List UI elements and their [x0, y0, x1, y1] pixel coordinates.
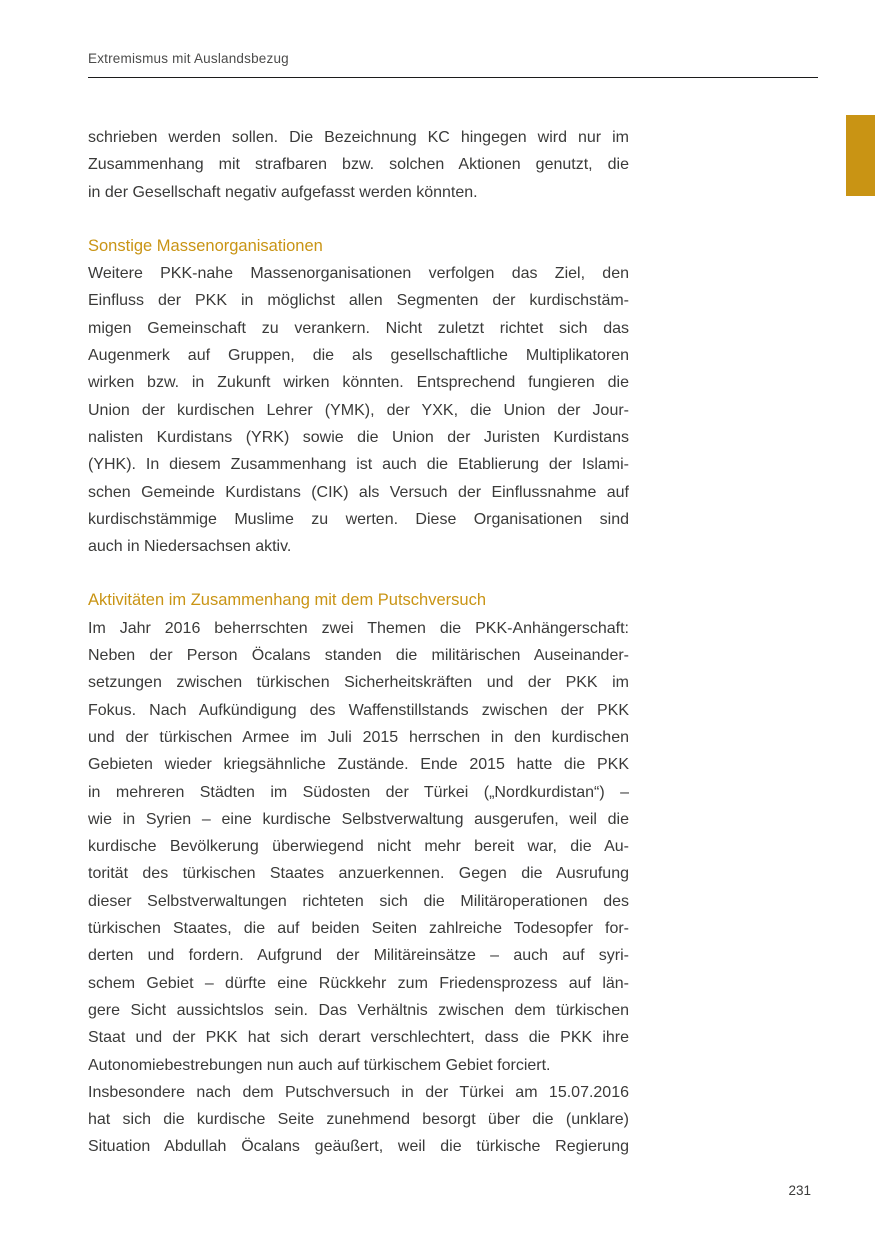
text-line: dieser Selbstverwaltungen richteten sich die Militäroperationen des: [88, 892, 629, 910]
chapter-edge-marker: [846, 115, 875, 196]
text-line: in der Gesellschaft negativ aufgefasst werden könnten.: [88, 183, 478, 201]
text-line: schrieben werden sollen. Die Bezeichnung KC hingegen wird nur im: [88, 129, 629, 146]
text-line: derten und fordern. Aufgrund der Militäreinsätze – auch auf syri-: [88, 947, 629, 965]
text-line: gere Sicht aussichtslos sein. Das Verhältnis zwischen dem türkischen: [88, 1001, 629, 1019]
section-heading-putschversuch: Aktivitäten im Zusammenhang mit dem Putschversuch: [88, 591, 486, 610]
text-line: torität des türkischen Staates anzuerkennen. Gegen die Ausrufung: [88, 865, 629, 883]
text-line: Im Jahr 2016 beherrschten zwei Themen die PKK-Anhängerschaft:: [88, 619, 629, 637]
text-line: setzungen zwischen türkischen Sicherheitskräften und der PKK im: [88, 674, 629, 692]
text-line: Situation Abdullah Öcalans geäußert, weil die türkische Regierung: [88, 1138, 629, 1156]
section1-paragraph: [88, 260, 629, 560]
text-line: kurdischstämmige Muslime zu werten. Diese Organisationen sind: [88, 510, 629, 528]
text-line: (YHK). In diesem Zusammenhang ist auch die Etablierung der Islami-: [88, 456, 629, 474]
section2-paragraph-1: [88, 615, 629, 1079]
text-line: Staat und der PKK hat sich derart verschlechtert, dass die PKK ihre: [88, 1029, 629, 1047]
text-line: türkischen Staates, die auf beiden Seiten zahlreiche Todesopfer for-: [88, 920, 629, 938]
text-line: auch in Niedersachsen aktiv.: [88, 538, 292, 556]
text-line: Gebieten wieder kriegsähnliche Zustände. Ende 2015 hatte die PKK: [88, 756, 629, 774]
text-line: und der türkischen Armee im Juli 2015 herrschen in den kurdischen: [88, 728, 629, 746]
text-line: wirken bzw. in Zukunft wirken könnten. Entsprechend fungieren die: [88, 374, 629, 392]
text-line: nalisten Kurdistans (YRK) sowie die Union der Juristen Kurdistans: [88, 428, 629, 446]
header-rule: [88, 77, 818, 78]
text-line: Autonomiebestrebungen nun auch auf türkischem Gebiet forciert.: [88, 1056, 551, 1074]
running-header: Extremismus mit Auslandsbezug: [88, 51, 289, 66]
text-line: Einfluss der PKK in möglichst allen Segmenten der kurdischstäm-: [88, 292, 629, 310]
page-content: [88, 124, 629, 1161]
text-line: Augenmerk auf Gruppen, die als gesellschaftliche Multiplikatoren: [88, 347, 629, 365]
text-line: schen Gemeinde Kurdistans (CIK) als Versuch der Einflussnahme auf: [88, 483, 629, 501]
text-line: in mehreren Städten im Südosten der Türkei („Nordkurdistan“) –: [88, 783, 629, 801]
text-line: Neben der Person Öcalans standen die militärischen Auseinander-: [88, 647, 629, 665]
intro-paragraph: [88, 124, 629, 206]
text-line: migen Gemeinschaft zu verankern. Nicht zuletzt richtet sich das: [88, 319, 629, 337]
text-line: Weitere PKK-nahe Massenorganisationen verfolgen das Ziel, den: [88, 265, 629, 283]
text-line: hat sich die kurdische Seite zunehmend besorgt über die (unklare): [88, 1111, 629, 1129]
text-line: Fokus. Nach Aufkündigung des Waffenstillstands zwischen der PKK: [88, 701, 629, 719]
text-line: Insbesondere nach dem Putschversuch in der Türkei am 15.07.2016: [88, 1083, 629, 1101]
section-heading-massenorganisationen: Sonstige Massenorganisationen: [88, 236, 323, 255]
text-line: Union der kurdischen Lehrer (YMK), der YXK, die Union der Jour-: [88, 401, 629, 419]
page-number: 231: [788, 1183, 811, 1198]
section2-paragraph-2: [88, 1079, 629, 1161]
text-line: schem Gebiet – dürfte eine Rückkehr zum Friedensprozess auf län-: [88, 974, 629, 992]
text-line: Zusammenhang mit strafbaren bzw. solchen Aktionen genutzt, die: [88, 156, 629, 174]
text-line: wie in Syrien – eine kurdische Selbstverwaltung ausgerufen, weil die: [88, 810, 629, 828]
text-line: kurdische Bevölkerung überwiegend nicht mehr bereit war, die Au-: [88, 838, 629, 856]
